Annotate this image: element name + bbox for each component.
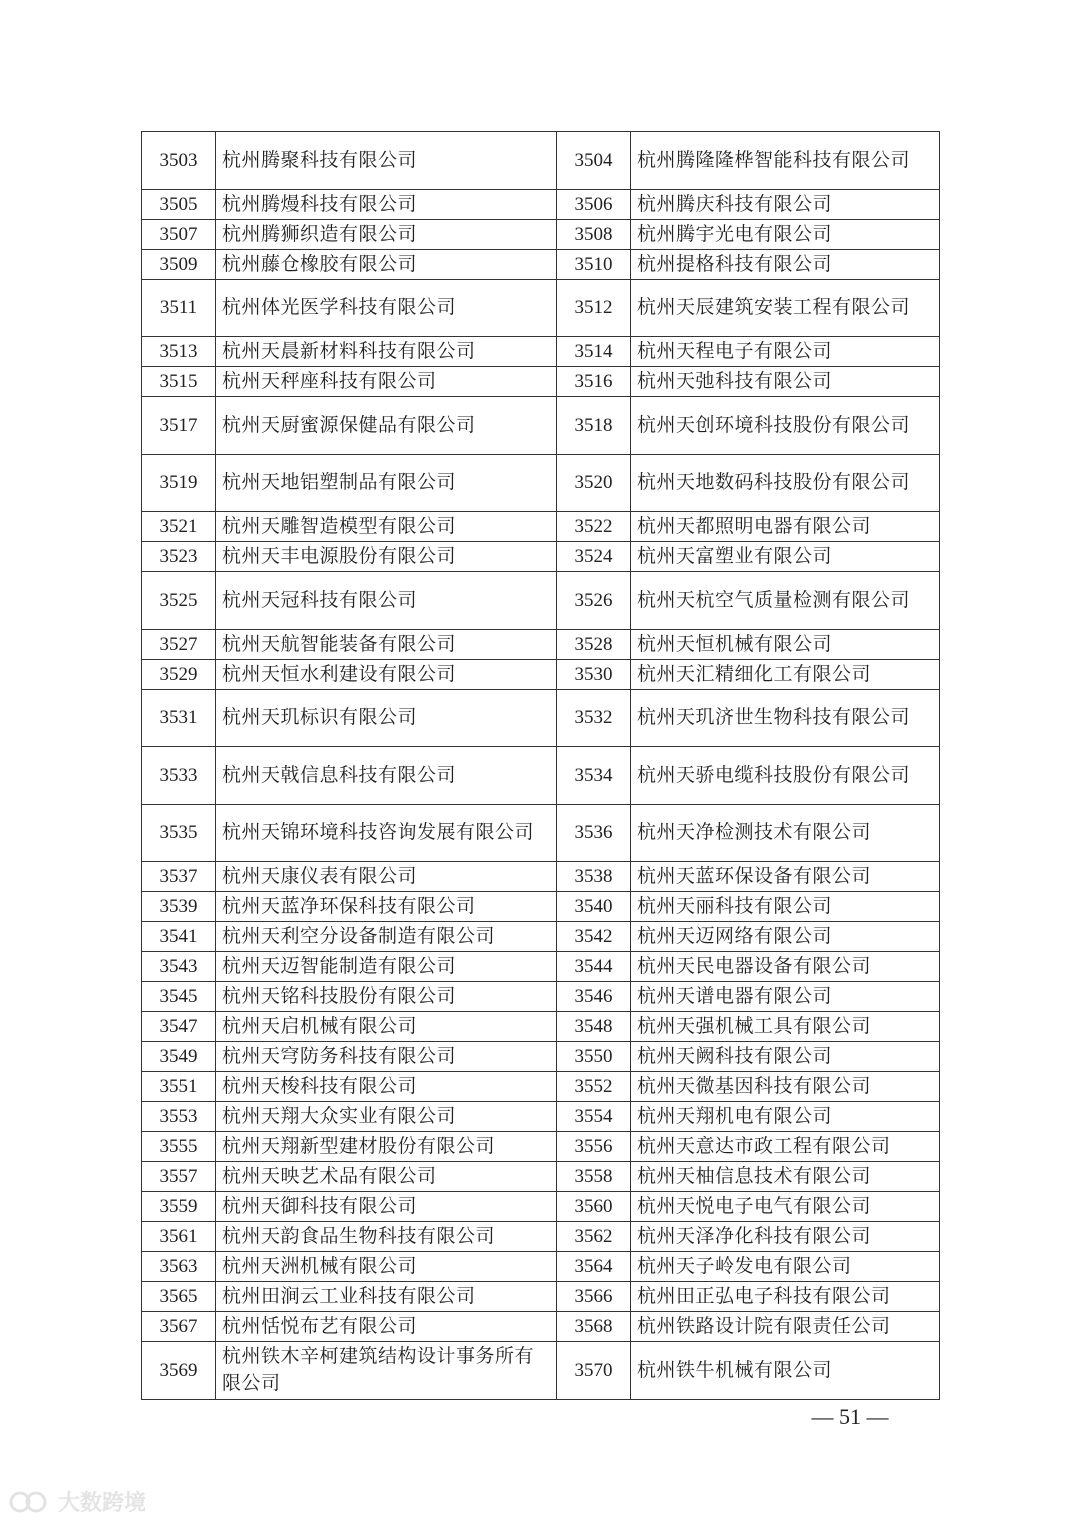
entry-number: 3557 <box>142 1162 216 1192</box>
company-name: 杭州天利空分设备制造有限公司 <box>216 922 557 952</box>
company-name: 杭州体光医学科技有限公司 <box>216 279 557 337</box>
company-name: 杭州腾隆隆桦智能科技有限公司 <box>631 132 940 190</box>
company-name: 杭州天秤座科技有限公司 <box>216 367 557 397</box>
entry-number: 3523 <box>142 542 216 572</box>
company-name: 杭州天翔新型建材股份有限公司 <box>216 1132 557 1162</box>
company-name: 杭州天悦电子电气有限公司 <box>631 1192 940 1222</box>
entry-number: 3566 <box>557 1282 631 1312</box>
table-row <box>142 454 940 512</box>
entry-number: 3510 <box>557 249 631 279</box>
watermark-logo-icon <box>8 1489 52 1515</box>
table-row <box>142 189 940 219</box>
entry-number: 3503 <box>142 132 216 190</box>
company-name: 杭州田涧云工业科技有限公司 <box>216 1282 557 1312</box>
entry-number: 3559 <box>142 1192 216 1222</box>
entry-number: 3538 <box>557 862 631 892</box>
table-row <box>142 1342 940 1400</box>
table-row <box>142 1072 940 1102</box>
company-name: 杭州天冠科技有限公司 <box>216 572 557 630</box>
company-name: 杭州天航智能装备有限公司 <box>216 629 557 659</box>
company-name: 杭州腾庆科技有限公司 <box>631 189 940 219</box>
company-name: 杭州铁路设计院有限责任公司 <box>631 1312 940 1342</box>
company-name: 杭州天翔机电有限公司 <box>631 1102 940 1132</box>
entry-number: 3553 <box>142 1102 216 1132</box>
company-name: 杭州天厨蜜源保健品有限公司 <box>216 397 557 455</box>
entry-number: 3519 <box>142 454 216 512</box>
table-row <box>142 1162 940 1192</box>
company-name: 杭州天丰电源股份有限公司 <box>216 542 557 572</box>
company-name: 杭州腾聚科技有限公司 <box>216 132 557 190</box>
entry-number: 3526 <box>557 572 631 630</box>
entry-number: 3535 <box>142 804 216 862</box>
table-row <box>142 982 940 1012</box>
table-row <box>142 747 940 805</box>
table-row <box>142 542 940 572</box>
entry-number: 3536 <box>557 804 631 862</box>
entry-number: 3527 <box>142 629 216 659</box>
table-row <box>142 659 940 689</box>
entry-number: 3517 <box>142 397 216 455</box>
entry-number: 3515 <box>142 367 216 397</box>
company-name: 杭州天汇精细化工有限公司 <box>631 659 940 689</box>
entry-number: 3542 <box>557 922 631 952</box>
company-name: 杭州铁牛机械有限公司 <box>631 1342 940 1400</box>
entry-number: 3516 <box>557 367 631 397</box>
company-name: 杭州腾狮织造有限公司 <box>216 219 557 249</box>
company-name: 杭州天迈网络有限公司 <box>631 922 940 952</box>
company-name: 杭州恬悦布艺有限公司 <box>216 1312 557 1342</box>
table-row <box>142 922 940 952</box>
entry-number: 3522 <box>557 512 631 542</box>
table-row <box>142 1222 940 1252</box>
entry-number: 3552 <box>557 1072 631 1102</box>
company-name: 杭州腾宇光电有限公司 <box>631 219 940 249</box>
entry-number: 3509 <box>142 249 216 279</box>
company-name: 杭州铁木辛柯建筑结构设计事务所有限公司 <box>216 1342 557 1400</box>
table-row <box>142 1102 940 1132</box>
entry-number: 3558 <box>557 1162 631 1192</box>
entry-number: 3548 <box>557 1012 631 1042</box>
company-name: 杭州天微基因科技有限公司 <box>631 1072 940 1102</box>
company-name: 杭州天蓝净环保科技有限公司 <box>216 892 557 922</box>
table-row <box>142 367 940 397</box>
table-row <box>142 862 940 892</box>
entry-number: 3541 <box>142 922 216 952</box>
company-name: 杭州天柚信息技术有限公司 <box>631 1162 940 1192</box>
table-row <box>142 397 940 455</box>
company-name: 杭州天恒水利建设有限公司 <box>216 659 557 689</box>
watermark-text: 大数跨境 <box>58 1491 147 1516</box>
company-name: 杭州田正弘电子科技有限公司 <box>631 1282 940 1312</box>
table-row <box>142 337 940 367</box>
company-name: 杭州天子岭发电有限公司 <box>631 1252 940 1282</box>
table-row <box>142 1282 940 1312</box>
watermark <box>8 1486 146 1517</box>
company-name: 杭州天锦环境科技咨询发展有限公司 <box>216 804 557 862</box>
entry-number: 3528 <box>557 629 631 659</box>
entry-number: 3567 <box>142 1312 216 1342</box>
entry-number: 3540 <box>557 892 631 922</box>
page-number: — 51 — <box>811 1404 889 1429</box>
entry-number: 3549 <box>142 1042 216 1072</box>
company-name: 杭州天恒机械有限公司 <box>631 629 940 659</box>
company-name: 杭州天丽科技有限公司 <box>631 892 940 922</box>
company-name: 杭州天净检测技术有限公司 <box>631 804 940 862</box>
company-name: 杭州天地铝塑制品有限公司 <box>216 454 557 512</box>
table-row <box>142 892 940 922</box>
entry-number: 3530 <box>557 659 631 689</box>
entry-number: 3546 <box>557 982 631 1012</box>
entry-number: 3564 <box>557 1252 631 1282</box>
company-name: 杭州天骄电缆科技股份有限公司 <box>631 747 940 805</box>
company-name: 杭州提格科技有限公司 <box>631 249 940 279</box>
entry-number: 3508 <box>557 219 631 249</box>
entry-number: 3532 <box>557 689 631 747</box>
entry-number: 3562 <box>557 1222 631 1252</box>
company-name: 杭州天阙科技有限公司 <box>631 1042 940 1072</box>
company-name: 杭州腾熳科技有限公司 <box>216 189 557 219</box>
entry-number: 3525 <box>142 572 216 630</box>
entry-number: 3512 <box>557 279 631 337</box>
company-name: 杭州天谱电器有限公司 <box>631 982 940 1012</box>
entry-number: 3504 <box>557 132 631 190</box>
entry-number: 3524 <box>557 542 631 572</box>
company-name: 杭州天梭科技有限公司 <box>216 1072 557 1102</box>
entry-number: 3537 <box>142 862 216 892</box>
table-row <box>142 249 940 279</box>
entry-number: 3529 <box>142 659 216 689</box>
entry-number: 3555 <box>142 1132 216 1162</box>
company-name: 杭州天杭空气质量检测有限公司 <box>631 572 940 630</box>
entry-number: 3568 <box>557 1312 631 1342</box>
company-name: 杭州天迈智能制造有限公司 <box>216 952 557 982</box>
company-name: 杭州天晨新材料科技有限公司 <box>216 337 557 367</box>
company-name: 杭州天地数码科技股份有限公司 <box>631 454 940 512</box>
entry-number: 3506 <box>557 189 631 219</box>
company-name: 杭州天玑标识有限公司 <box>216 689 557 747</box>
entry-number: 3505 <box>142 189 216 219</box>
company-name: 杭州天韵食品生物科技有限公司 <box>216 1222 557 1252</box>
entry-number: 3561 <box>142 1222 216 1252</box>
company-name: 杭州天启机械有限公司 <box>216 1012 557 1042</box>
company-name: 杭州天辰建筑安装工程有限公司 <box>631 279 940 337</box>
entry-number: 3531 <box>142 689 216 747</box>
company-name: 杭州天民电器设备有限公司 <box>631 952 940 982</box>
entry-number: 3521 <box>142 512 216 542</box>
entry-number: 3520 <box>557 454 631 512</box>
entry-number: 3543 <box>142 952 216 982</box>
entry-number: 3569 <box>142 1342 216 1400</box>
table-row <box>142 572 940 630</box>
entry-number: 3560 <box>557 1192 631 1222</box>
company-name: 杭州天玑济世生物科技有限公司 <box>631 689 940 747</box>
company-name: 杭州藤仓橡胶有限公司 <box>216 249 557 279</box>
entry-number: 3545 <box>142 982 216 1012</box>
table-row <box>142 219 940 249</box>
table-row <box>142 512 940 542</box>
entry-number: 3550 <box>557 1042 631 1072</box>
table-row <box>142 689 940 747</box>
company-name: 杭州天程电子有限公司 <box>631 337 940 367</box>
company-name: 杭州天铭科技股份有限公司 <box>216 982 557 1012</box>
entry-number: 3514 <box>557 337 631 367</box>
entry-number: 3539 <box>142 892 216 922</box>
table-body <box>142 132 940 1400</box>
table-row <box>142 132 940 190</box>
entry-number: 3551 <box>142 1072 216 1102</box>
entry-number: 3554 <box>557 1102 631 1132</box>
company-name: 杭州天映艺术品有限公司 <box>216 1162 557 1192</box>
table-row <box>142 1042 940 1072</box>
company-name: 杭州天御科技有限公司 <box>216 1192 557 1222</box>
table-row <box>142 279 940 337</box>
table-row <box>142 629 940 659</box>
company-name: 杭州天康仪表有限公司 <box>216 862 557 892</box>
entry-number: 3570 <box>557 1342 631 1400</box>
entry-number: 3511 <box>142 279 216 337</box>
company-name: 杭州天戟信息科技有限公司 <box>216 747 557 805</box>
company-name: 杭州天创环境科技股份有限公司 <box>631 397 940 455</box>
company-name: 杭州天穹防务科技有限公司 <box>216 1042 557 1072</box>
company-name: 杭州天富塑业有限公司 <box>631 542 940 572</box>
company-name: 杭州天都照明电器有限公司 <box>631 512 940 542</box>
entry-number: 3544 <box>557 952 631 982</box>
entry-number: 3556 <box>557 1132 631 1162</box>
entry-number: 3507 <box>142 219 216 249</box>
company-name: 杭州天雕智造模型有限公司 <box>216 512 557 542</box>
entry-number: 3533 <box>142 747 216 805</box>
company-name: 杭州天强机械工具有限公司 <box>631 1012 940 1042</box>
table-row <box>142 952 940 982</box>
company-name: 杭州天蓝环保设备有限公司 <box>631 862 940 892</box>
table-row <box>142 1312 940 1342</box>
table-row <box>142 1132 940 1162</box>
company-name: 杭州天洲机械有限公司 <box>216 1252 557 1282</box>
company-name: 杭州天意达市政工程有限公司 <box>631 1132 940 1162</box>
table-row <box>142 1192 940 1222</box>
entry-number: 3534 <box>557 747 631 805</box>
table-row <box>142 804 940 862</box>
company-name: 杭州天翔大众实业有限公司 <box>216 1102 557 1132</box>
table-row <box>142 1252 940 1282</box>
entry-number: 3547 <box>142 1012 216 1042</box>
entry-number: 3518 <box>557 397 631 455</box>
entry-number: 3565 <box>142 1282 216 1312</box>
entry-number: 3563 <box>142 1252 216 1282</box>
company-name: 杭州天弛科技有限公司 <box>631 367 940 397</box>
table-row <box>142 1012 940 1042</box>
entry-number: 3513 <box>142 337 216 367</box>
company-name: 杭州天泽净化科技有限公司 <box>631 1222 940 1252</box>
company-list-table <box>141 131 940 1400</box>
